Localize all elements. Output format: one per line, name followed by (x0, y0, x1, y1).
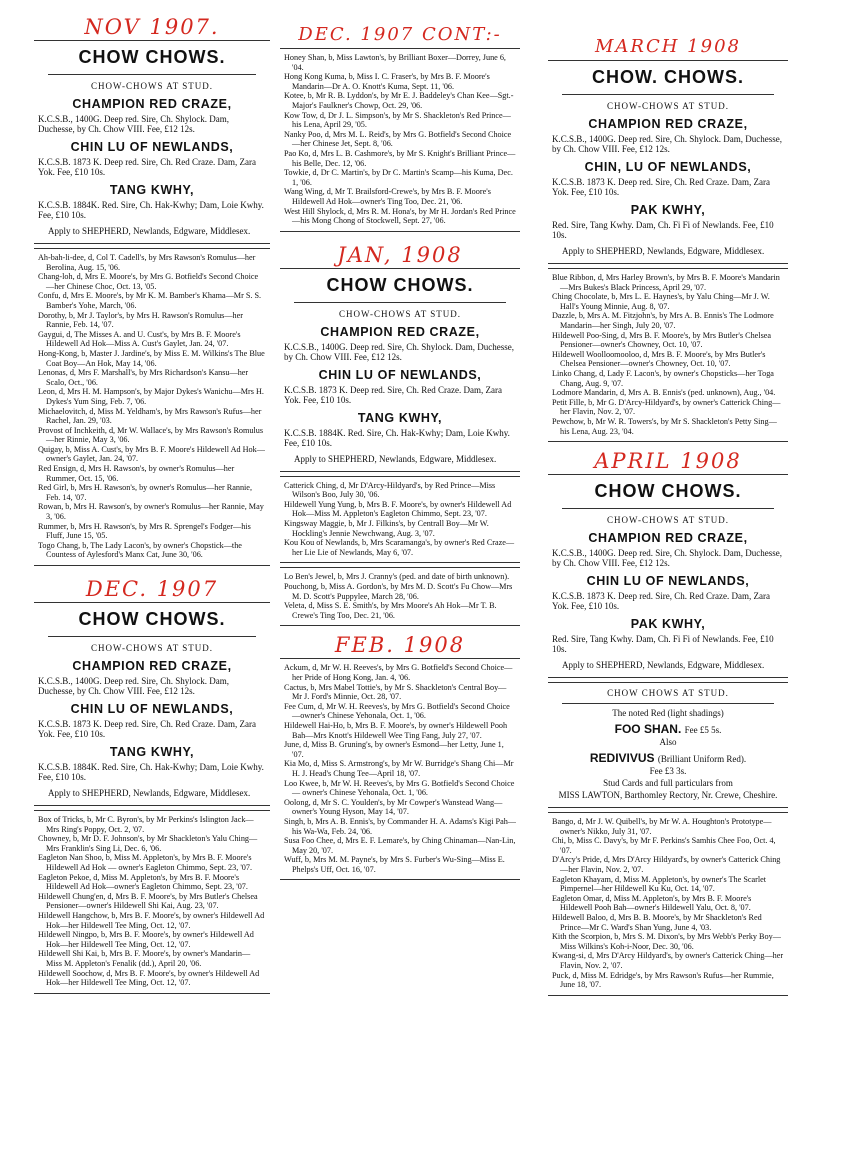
nov-1907-annotation: NOV 1907. (84, 15, 220, 39)
clipping-title: CHOW CHOWS. (326, 274, 474, 295)
registration-entry: Pewchow, b, Mr W. R. Towers's, by Mr S. Shackleton's Petty Sing—his Lena, Aug. 23, '04. (552, 416, 777, 436)
registration-entry: Pao Ko, d, Mrs L. B. Cashmore's, by Mr S. Knight's Brilliant Prince—his Belle, Dec. 12, '06. (284, 148, 516, 168)
registration-entry: Provost of Inchkeith, d, Mr W. Wallace's, by Mrs Rawson's Romulus—her Rinnie, May 3, '06. (38, 425, 264, 445)
registration-entry: Rowan, b, Mrs H. Rawson's, by owner's Romulus—her Rannie, May 3, '06. (38, 502, 264, 522)
stud-dog-pedigree: K.C.S.B. 1873 K. Deep red. Sire, Ch. Red Craze. Dam, Zara Yok. Fee, £10 10s. (38, 719, 256, 739)
dec-1907-registrations (34, 810, 270, 994)
registration-entry: Eagleton Nan Shoo, b, Miss M. Appleton's, by Mrs B. F. Moore's Hildewell Ad Hok — owner's Eagleton Chimmo, Sept. 23, '07. (38, 853, 253, 872)
registration-entry: D'Arcy's Pride, d, Mrs D'Arcy Hildyard's, by owner's Catterick Ching—her Flavin, Nov. 2, '07. (552, 855, 781, 875)
registration-entry: Dorothy, b, Mr J. Taylor's, by Mrs H. Rawson's Romulus—her Rannie, Feb. 14, '07. (38, 310, 244, 330)
registration-entry: Linko Chang, d, Lady F. Lacon's, by owner's Chopsticks—her Toga Chang, Aug. 9, '07. (552, 368, 774, 388)
registration-entry: Puck, d, Miss M. Edridge's, by Mrs Rawson's Rufus—her Rummie, June 18, '07. (552, 970, 774, 990)
registration-entry: Petit Fille, b, Mr G. D'Arcy-Hildyard's, by owner's Catterick Ching—her Flavin, Nov. 2, '07. (552, 397, 781, 417)
registration-entry: Ah-bah-li-dee, d, Col T. Cadell's, by Mrs Rawson's Romulus—her Berolina, Aug. 15, '06. (38, 253, 256, 272)
stud-heading: CHOW-CHOWS AT STUD. (90, 643, 214, 653)
registration-entry: Kotee, b, Mr R. B. Lyddon's, by Mr E. J. Baddeley's Chan Kee—Sgt.-Major's Faulkner's Chowp, Oct. 29, '06. (284, 91, 514, 110)
registration-entry: Hildewell Ningpo, b, Mrs B. F. Moore's, by owner's Hildewell Ad Hok—her Hildewell Tee Ming, Oct. 12, '07. (38, 930, 254, 949)
registration-entry: Honey Shan, b, Miss Lawton's, by Brilliant Boxer—Dorrey, June 6, '04. (284, 53, 506, 72)
stud-dog-pedigree: K.C.S.B. 1884K. Red. Sire, Ch. Hak-Kwhy; Dam, Loie Kwhy. Fee, £10 10s. (284, 427, 510, 448)
registration-entry: Lodmore Mandarin, d, Mrs A. B. Ennis's (ped. unknown), Aug., '04. (552, 388, 776, 398)
stud-dog-pedigree: Red. Sire, Tang Kwhy. Dam, Ch. Fi Fi of Newlands. Fee, £10 10s. (552, 634, 774, 655)
feb-1908-annotation: FEB. 1908 (334, 633, 466, 658)
registration-entry: Hildewell Yung Yung, b, Mrs B. F. Moore's, by owner's Hildewell Ad Hok—Miss M. Appleton's Eagleton Chimmo, Sept. 23, '07. (284, 499, 512, 519)
apply-notice: Apply to SHEPHERD, Newlands, Edgware, Middlesex. (294, 453, 497, 464)
registration-entry: Gaygui, d, The Misses A. and U. Cust's, by Mrs B. F. Moore's Hildewell Ad Hok—Miss A. Cust's Gaylet, Jan. 24, '07. (38, 329, 241, 349)
ad-dog-foo-shan (552, 722, 784, 736)
registration-entry: Cactus, b, Mrs Mabel Tottie's, by Mr S. Shackleton's Central Boy—Mr J. Ford's Minnie, Oct. 28, '07. (284, 682, 507, 702)
registration-entry: Singh, b, Mrs A. B. Ennis's, by Commander H. A. Adams's Kigi Pah—his Wa-Wa, Feb. 24, '06. (284, 816, 516, 836)
apply-notice: Apply to SHEPHERD, Newlands, Edgware, Middlesex. (562, 660, 765, 671)
registration-entry: Confu, d, Mrs E. Moore's, by Mr K. M. Bamber's Khama—Mr S. S. Bamber's Yohe, March, '06. (38, 291, 262, 310)
ad-dog-redivivus (552, 751, 784, 765)
registration-entry: Ackum, d, Mr W. H. Reeves's, by Mrs G. Botfield's Second Choice—her Pride of Hong Kong, Jan. 4, '06. (284, 663, 513, 682)
column-1 (34, 0, 270, 1169)
registration-entry: West Hill Shylock, d, Mrs R. M. Hona's, by Mr H. Jordan's Red Prince—his Mong Chong of Stockwell, Sept. 27, '06. (284, 206, 516, 226)
registration-entry: Hong Kong Kuma, b, Miss I. C. Fraser's, by Mrs B. F. Moore's Mandarin—Dr A. O. Knott's Kuma, Sept. 11, '06. (284, 72, 490, 91)
stud-dog-name: CHIN LU OF NEWLANDS, (318, 367, 482, 382)
registration-entry: Pouchong, b, Miss A. Gordon's, by Mrs M. D. Scott's Fu Chow—Mrs M. D. Scott's Puppylee, March 28, '06. (284, 582, 513, 601)
jan-1908-clipping (280, 268, 520, 472)
stud-dog-name: CHIN LU OF NEWLANDS, (70, 140, 234, 154)
clipping-title: CHOW CHOWS. (78, 609, 226, 629)
registration-entry: Eagleton Pekoe, d, Miss M. Appleton's, by Mrs B. F. Moore's Hildewell Ad Hok—owner's Eagleton Chimmo, Sept. 23, '07. (38, 872, 248, 892)
clipping-title: CHOW CHOWS. (78, 47, 226, 67)
ad-dog-name: FOO SHAN. (614, 722, 682, 737)
divider (48, 636, 256, 637)
jan-1908-registrations (280, 476, 520, 564)
registration-entry: Hildewell Baloo, d, Mrs B. B. Moore's, by Mr Shackleton's Red Prince—Mr C. Ward's Shan Yung, June 4, '03. (552, 913, 762, 932)
column-3 (548, 0, 788, 1169)
ad-dog-name: REDIVIVUS (589, 751, 655, 766)
feb-1908-registrations (280, 658, 520, 880)
stud-dog-pedigree: K.C.S.B. 1873 K. Deep red. Sire, Ch. Red Craze. Dam, Zara Yok. Fee, £10 10s. (552, 591, 770, 612)
nov-1907-clipping (34, 40, 270, 244)
clipping-title: CHOW. CHOWS. (592, 67, 744, 87)
registration-entry: Rummer, b, Mrs H. Rawson's, by Mrs R. Sprengel's Fodger—his Fluff, June 15, '05. (38, 521, 251, 541)
registration-entry: Susa Foo Chee, d, Mrs E. F. Lemare's, by Ching Chinaman—Nan-Lin, May 20, '07. (284, 836, 516, 855)
april-1908-registrations (548, 812, 788, 996)
registration-entry: Fee Cum, d, Mr W. H. Reeves's, by Mrs G. Botfield's Second Choice—owner's Chinese Yehonala, Oct. 1, '06. (284, 701, 510, 721)
registration-entry: Kwang-si, d, Mrs D'Arcy Hildyard's, by owner's Catterick Ching—her Flavin, Nov. 2, '07. (552, 951, 784, 970)
stud-dog-pedigree: K.C.S.B. 1873 K. Deep red. Sire, Ch. Red Craze. Dam, Zara Yok. Fee, £10 10s. (38, 157, 256, 177)
stud-dog-name: CHAMPION RED CRAZE, (72, 97, 232, 111)
april-1908-clipping (548, 474, 788, 678)
registration-entry: Oolong, d, Mr S. C. Youlden's, by Mr Cowper's Wanstead Wang—owner's Young Hyson, May 14, '07. (284, 797, 503, 817)
stud-dog-pedigree: K.C.S.B., 1400G. Deep red. Sire, Ch. Shylock. Dam, Duchesse, by Ch. Chow VIII. Fee, £12 12s. (284, 341, 514, 362)
registration-entry: Hildewell Hangchow, b, Mrs B. F. Moore's, by owner's Hildewell Ad Hok—her Hildewell Tee Ming, Oct. 12, '07. (38, 910, 265, 930)
registration-entry: Wuff, b, Mrs M. M. Payne's, by Mrs S. Furber's Wu-Sing—Miss E. Phelps's Uff, Oct. 16, '07. (284, 855, 505, 874)
registration-entry: Kou Kou of Newlands, b, Mrs Scaramanga's, by owner's Red Craze—her Lie Lie of Newlands, May 6, '07. (284, 538, 515, 557)
april-1908-annotation: APRIL 1908 (594, 449, 742, 474)
divider (562, 508, 774, 509)
registration-entry: Togo Chang, b, The Lady Lacon's, by owner's Chopstick—the Countess of Aylesford's Manx Cat, June 30, '06. (38, 540, 242, 560)
clipping-title: CHOW CHOWS. (594, 481, 742, 502)
registration-entry: Quigay, b, Miss A. Cust's, by Mrs B. F. Moore's Hildewell Ad Hok—owner's Gaylet, Jan. 24, '07. (38, 444, 265, 464)
stud-dog-name: CHAMPION RED CRAZE, (588, 531, 748, 546)
stud-dog-name: TANG KWHY, (109, 745, 195, 759)
stud-dog-name: CHIN, LU OF NEWLANDS, (584, 160, 752, 174)
column-2 (280, 0, 520, 1169)
stud-dog-pedigree: K.C.S.B., 1400G. Deep red. Sire, Ch. Shylock. Dam, Duchesse, by Ch. Chow VIII. Fee, £12 12s. (38, 114, 229, 134)
ad-address: MISS LAWTON, Barthomley Rectory, Nr. Crewe, Cheshire. (558, 790, 778, 801)
registration-entry: Kia Mo, d, Miss S. Armstrong's, by Mr W. Burridge's Shang Chi—Mr H. J. Head's Chung Tee—April 18, '07. (284, 759, 514, 778)
registration-entry: Chang-loh, d, Mrs E. Moore's, by Mrs G. Botfield's Second Choice—her Chinese Choc, Oct. 13, '05. (38, 272, 259, 291)
registration-entry: Nanky Poo, d, Mrs M. L. Reid's, by Mrs G. Botfield's Second Choice—her Chinese Jet, Sept. 8, '06. (284, 129, 512, 149)
registration-entry: Ching Chocolate, b, Mrs L. E. Haynes's, by Yalu Ching—Mr J. W. Hall's Young Minnie, Aug. 8, '07. (552, 292, 770, 311)
stud-dog-pedigree: K.C.S.B. 1884K. Red. Sire, Ch. Hak-Kwhy; Dam, Loie Kwhy. Fee, £10 10s. (38, 762, 264, 782)
registration-entry: Michaelovitch, d, Miss M. Yeldham's, by Mrs Rawson's Rufus—her Rachel, Jan. 29, '03. (38, 406, 262, 426)
jan-1908-registrations-b (280, 567, 520, 626)
jan-1908-annotation: JAN, 1908 (337, 242, 463, 267)
stud-dog-pedigree: K.C.S.B., 1400G. Deep red. Sire, Ch. Shylock. Dam, Duchesse, by Ch. Chow VIII. Fee, £12 12s. (38, 676, 229, 696)
stud-dog-name: PAK KWHY, (630, 617, 706, 632)
dec-1907-clipping (34, 602, 270, 806)
registration-entry: Towkie, d, Dr C. Martin's, by Dr C. Martin's Scamp—his Kuma, Dec. 1, '06. (284, 168, 513, 187)
stud-dog-name: CHAMPION RED CRAZE, (588, 117, 748, 131)
stud-dog-pedigree: K.C.S.B., 1400G. Deep red. Sire, Ch. Shylock. Dam, Duchesse, by Ch. Chow VIII. Fee, £12 12s. (552, 134, 782, 154)
stud-dog-name: TANG KWHY, (109, 183, 195, 197)
registration-entry: Veleta, d, Miss S. E. Smith's, by Mrs Moore's Ah Hok—Mr T. B. Crewe's Ting Too, Dec. 21, '06. (284, 601, 497, 620)
foo-shan-advertisement (548, 682, 788, 808)
registration-entry: Red Ensign, d, Mrs H. Rawson's, by owner's Romulus—her Rummer, Oct. 15, '06. (38, 464, 235, 483)
stud-heading: CHOW-CHOWS AT STUD. (606, 515, 730, 526)
registration-entry: Red Girl, b, Mrs H. Rawson's, by owner's Romulus—her Rannie, Feb. 14, '07. (38, 483, 252, 502)
apply-notice: Apply to SHEPHERD, Newlands, Edgware, Middlesex. (562, 246, 765, 256)
stud-dog-pedigree: Red. Sire, Tang Kwhy. Dam, Ch. Fi Fi of Newlands. Fee, £10 10s. (552, 220, 774, 240)
divider (294, 302, 506, 303)
stud-dog-pedigree: K.C.S.B. 1873 K. Deep red. Sire, Ch. Red Craze. Dam, Zara Yok. Fee, £10 10s. (552, 177, 770, 197)
march-1908-registrations (548, 268, 788, 442)
ad-fee: Fee £3 3s. (649, 766, 687, 777)
registration-entry: Lenonas, d, Mrs F. Marshall's, by Mrs Richardson's Kansu—her Scalo, Oct., '06. (38, 368, 249, 387)
registration-entry: Wang Wing, d, Mr T. Brailsford-Crewe's, by Mrs B. F. Moore's Hildewell Ad Hok—owner's Ting Too, Dec. 21, '06. (284, 187, 491, 206)
registration-entry: Dazzle, b, Mrs A. M. Fitzjohn's, by Mrs A. B. Ennis's The Lodmore Mandarin—her Singh, July 20, '07. (552, 311, 774, 330)
registration-entry: Blue Ribbon, d, Mrs Harley Brown's, by Mrs B. F. Moore's Mandarin—Mrs Bukes's Black Princess, April 29, '07. (552, 273, 780, 292)
registration-entry: Hildewell Hai-Ho, b, Mrs B. F. Moore's, by owner's Hildewell Pooh Bah—Mrs Knott's Hildewell Wee Ting Fang, July 27, '07. (284, 720, 508, 740)
registration-entry: Hildewell Chung'en, d, Mrs B. F. Moore's, by Mrs Butler's Chelsea Pensioner—owner's Hildewell Shi Kai, Aug. 23, '07. (38, 891, 258, 911)
ad-fee: Fee £5 5s. (684, 725, 722, 736)
divider (562, 703, 774, 704)
stud-dog-pedigree: K.C.S.B. 1884K. Red. Sire, Ch. Hak-Kwhy; Dam, Loie Kwhy. Fee, £10 10s. (38, 200, 264, 220)
ad-noted: The noted Red (light shadings) (612, 708, 724, 719)
registration-entry: Chi, b, Miss C. Davy's, by Mr F. Perkins's Samhis Chee Foo, Oct. 4, '07. (552, 836, 776, 855)
stud-dog-name: CHIN LU OF NEWLANDS, (586, 574, 750, 589)
dec-1907-annotation: DEC. 1907 (85, 577, 219, 601)
registration-entry: Leon, d, Mrs H. M. Hampson's, by Major Dykes's Wanichu—Mrs H. Dykes's Yum Sing, Feb. 7, '06. (38, 387, 264, 406)
registration-entry: Catterick Ching, d, Mr D'Arcy-Hildyard's, by Red Prince—Miss Wilson's Boo, July 30, '06. (284, 480, 496, 500)
stud-dog-name: CHIN LU OF NEWLANDS, (70, 702, 234, 716)
registration-entry: Hildewell Soochow, d, Mrs B. F. Moore's, by owner's Hildewell Ad Hok—her Hildewell Tee Ming, Oct. 12, '07. (38, 968, 260, 988)
divider (562, 94, 774, 95)
registration-entry: Hildewell Poo-Sing, d, Mrs B. F. Moore's, by Mrs Butler's Chelsea Pensioner—owner's Chowney, Oct. 10, '07. (552, 330, 772, 350)
ad-cards: Stud Cards and full particulars from (603, 778, 733, 789)
stud-dog-name: TANG KWHY, (357, 410, 443, 425)
dec-1907-cont-annotation: DEC. 1907 CONT:- (298, 24, 502, 45)
apply-notice: Apply to SHEPHERD, Newlands, Edgware, Middlesex. (48, 226, 251, 236)
stud-dog-name: CHAMPION RED CRAZE, (72, 659, 232, 673)
stud-heading: CHOW-CHOWS AT STUD. (606, 101, 730, 111)
stud-dog-name: CHAMPION RED CRAZE, (320, 324, 480, 339)
ad-heading: CHOW CHOWS AT STUD. (607, 688, 729, 699)
ad-dog-note: (Brilliant Uniform Red). (657, 754, 747, 765)
registration-entry: Kingsway Maggie, b, Mr J. Filkins's, by Centrall Boy—Mr W. Hockling's Jennie Newchwang, Aug. 3, '07. (284, 519, 489, 538)
registration-entry: Loo Kwee, b, Mr W. H. Reeves's, by Mrs G. Botfield's Second Choice — owner's Chinese Yehonala, Oct. 1, '06. (284, 778, 515, 798)
registration-entry: Hong-Kong, b, Master J. Jardine's, by Miss E. M. Wilkins's The Blue Coat Boy—An Hok, May 14, '06. (38, 348, 265, 368)
march-1908-annotation: MARCH 1908 (595, 36, 741, 57)
ad-also: Also (659, 737, 677, 748)
nov-1907-registrations (34, 248, 270, 566)
registration-entry: Lo Ben's Jewel, b, Mrs J. Cranny's (ped. and date of birth unknown). (284, 572, 510, 582)
registration-entry: Chowney, b, Mr D. F. Johnson's, by Mr Shackleton's Yalu Ching—Mrs Franklin's Sing Li, Dec. 6, '06. (38, 834, 258, 853)
registration-entry: Hildewell Woolloomooloo, d, Mrs B. F. Moore's, by Mrs Butler's Chelsea Pensioner—owner's Chowney, Oct. 10, '07. (552, 349, 766, 369)
registration-entry: Box of Tricks, b, Mr C. Byron's, by Mr Perkins's Islington Jack—Mrs Ring's Poppy, Oct. 2, '07. (38, 815, 254, 834)
stud-heading: CHOW-CHOWS AT STUD. (338, 308, 462, 319)
registration-entry: June, d, Miss B. Gruning's, by owner's Esmond—her Letty, June 1, '07. (284, 740, 504, 759)
apply-notice: Apply to SHEPHERD, Newlands, Edgware, Middlesex. (48, 788, 251, 798)
registration-entry: Kith the Scorpion, b, Mrs S. M. Dixon's, by Mrs Webb's Perky Boy—Miss Wilkins's Koh-i-Noor, Dec. 30, '06. (552, 932, 781, 951)
stud-dog-name: PAK KWHY, (630, 203, 706, 217)
march-1908-clipping (548, 60, 788, 264)
stud-dog-pedigree: K.C.S.B., 1400G. Deep red. Sire, Ch. Shylock. Dam, Duchesse, by Ch. Chow VIII. Fee, £12 12s. (552, 548, 782, 569)
registration-entry: Eagleton Khayam, d, Miss M. Appleton's, by owner's The Scarlet Pimpernel—her Hildewell Ku Ku, Oct. 14, '07. (552, 874, 767, 894)
divider (48, 74, 256, 75)
stud-heading: CHOW-CHOWS AT STUD. (90, 81, 214, 91)
registration-entry: Bango, d, Mr J. W. Quibell's, by Mr W. A. Houghton's Prototype—owner's Nikko, July 31, '07. (552, 817, 772, 836)
registration-entry: Hildewell Shi Kai, b, Mrs B. F. Moore's, by owner's Mandarin—Miss M. Appleton's Fenalik (dd.), April 20, '06. (38, 949, 251, 968)
stud-dog-pedigree: K.C.S.B. 1873 K. Deep red. Sire, Ch. Red Craze. Dam, Zara Yok. Fee, £10 10s. (284, 384, 502, 405)
dec-1907-cont-registrations (280, 48, 520, 232)
registration-entry: Kow Tow, d, Dr J. L. Simpson's, by Mr S. Shackleton's Red Prince—his Lena, April 29, '05. (284, 110, 511, 130)
registration-entry: Eagleton Omar, d, Miss M. Appleton's, by Mrs B. F. Moore's Hildewell Pooh Bah—owner's Hildewell Yalu, Oct. 8, '07. (552, 893, 752, 913)
